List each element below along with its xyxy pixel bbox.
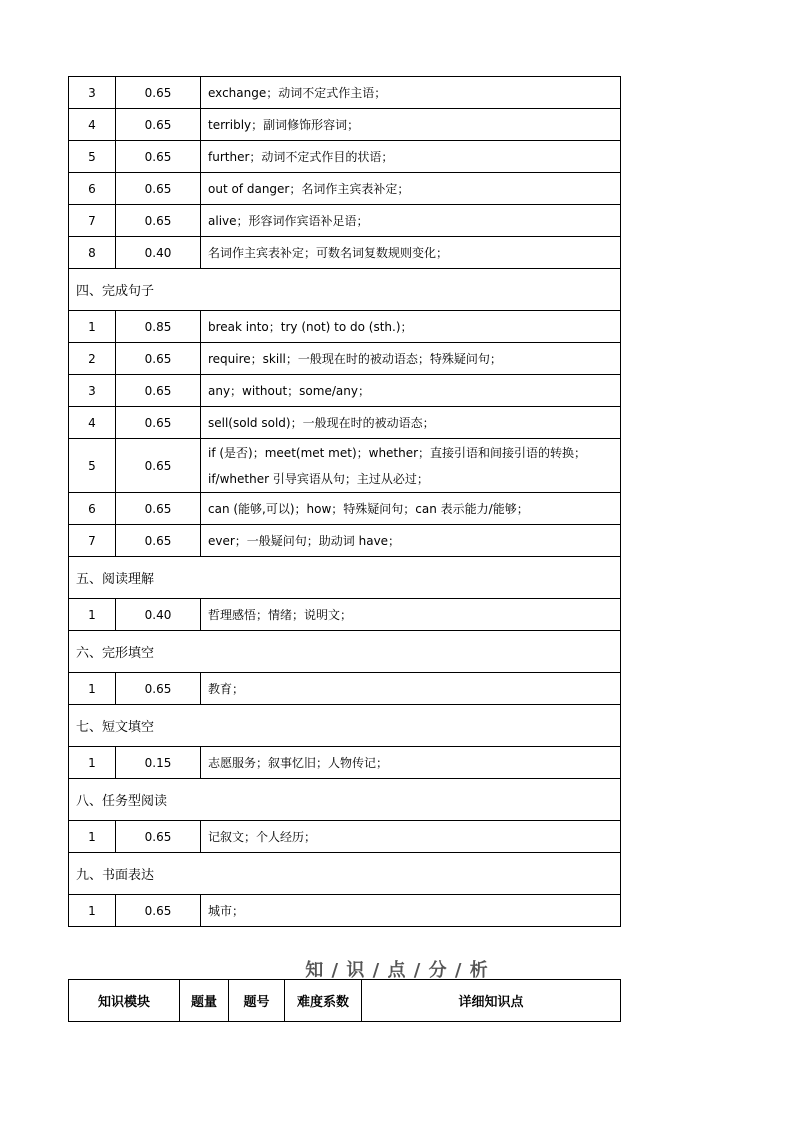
question-number: 7 [69,205,116,237]
question-number: 1 [69,747,116,779]
difficulty-coefficient: 0.65 [116,173,201,205]
question-number: 8 [69,237,116,269]
knowledge-point-line: break into；try (not) to do (sth.)； [208,319,413,334]
knowledge-point-line: further；动词不定式作目的状语； [208,149,394,164]
table-row [69,439,621,493]
knowledge-points [201,821,621,853]
table-row [69,821,621,853]
difficulty-coefficient: 0.65 [116,77,201,109]
section-title: 八、任务型阅读 [69,779,621,821]
section-title: 七、短文填空 [69,705,621,747]
question-number: 4 [69,109,116,141]
question-number: 3 [69,77,116,109]
section-header-row [69,557,621,599]
knowledge-points [201,237,621,269]
section-title: 九、书面表达 [69,853,621,895]
knowledge-point-line: out of danger；名词作主宾表补定； [208,181,410,196]
difficulty-coefficient: 0.65 [116,673,201,705]
header-count: 题量 [180,980,229,1022]
table-row [69,77,621,109]
knowledge-point-line: terribly；副词修饰形容词； [208,117,360,132]
difficulty-coefficient: 0.40 [116,237,201,269]
table-row [69,599,621,631]
difficulty-coefficient: 0.65 [116,141,201,173]
header-module: 知识模块 [69,980,180,1022]
knowledge-point-line: ever；一般疑问句；助动词 have； [208,533,401,548]
knowledge-points [201,375,621,407]
table-row [69,673,621,705]
knowledge-points [201,205,621,237]
knowledge-points [201,439,621,493]
knowledge-points [201,599,621,631]
question-number: 1 [69,311,116,343]
table-row [69,493,621,525]
knowledge-point-line: can (能够,可以)；how；特殊疑问句；can 表示能力/能够； [208,501,529,516]
difficulty-coefficient: 0.65 [116,821,201,853]
difficulty-coefficient: 0.65 [116,375,201,407]
difficulty-coefficient: 0.65 [116,493,201,525]
knowledge-point-line: any；without；some/any； [208,383,370,398]
question-number: 2 [69,343,116,375]
section-header-row [69,853,621,895]
knowledge-point-line: 教育； [208,681,245,696]
table-row [69,141,621,173]
knowledge-point-line: exchange；动词不定式作主语； [208,85,387,100]
knowledge-point-line: require；skill；一般现在时的被动语态；特殊疑问句； [208,351,502,366]
knowledge-analysis-header-row [69,980,621,1022]
knowledge-analysis-table [68,979,621,1022]
question-number: 1 [69,895,116,927]
difficulty-coefficient: 0.65 [116,439,201,493]
knowledge-point-line: 记叙文；个人经历； [208,829,317,844]
difficulty-coefficient: 0.65 [116,525,201,557]
table-row [69,109,621,141]
table-row [69,205,621,237]
header-number: 题号 [229,980,285,1022]
difficulty-coefficient: 0.65 [116,407,201,439]
question-number: 3 [69,375,116,407]
knowledge-points [201,895,621,927]
question-number: 6 [69,173,116,205]
section-header-row [69,779,621,821]
knowledge-point-line: 志愿服务；叙事忆旧；人物传记； [208,755,389,770]
section-header-row [69,269,621,311]
table-row [69,311,621,343]
section-title: 五、阅读理解 [69,557,621,599]
knowledge-point-line: 哲理感悟；情绪；说明文； [208,607,353,622]
question-number: 4 [69,407,116,439]
table-row [69,173,621,205]
section-title: 四、完成句子 [69,269,621,311]
question-number: 7 [69,525,116,557]
section-header-row [69,631,621,673]
knowledge-points [201,109,621,141]
table-row [69,407,621,439]
table-row [69,895,621,927]
difficulty-coefficient: 0.85 [116,311,201,343]
knowledge-points [201,141,621,173]
table-row [69,375,621,407]
question-analysis-table [68,76,621,927]
difficulty-coefficient: 0.40 [116,599,201,631]
knowledge-points [201,525,621,557]
difficulty-coefficient: 0.15 [116,747,201,779]
knowledge-points [201,407,621,439]
difficulty-coefficient: 0.65 [116,109,201,141]
knowledge-points [201,311,621,343]
table-row [69,525,621,557]
question-number: 1 [69,821,116,853]
difficulty-coefficient: 0.65 [116,205,201,237]
knowledge-analysis-title: 知 / 识 / 点 / 分 / 析 [305,960,489,981]
knowledge-point-line: if (是否)；meet(met met)；whether；直接引语和间接引语的转换； [208,445,587,460]
knowledge-point-line: 名词作主宾表补定；可数名词复数规则变化； [208,245,449,260]
difficulty-coefficient: 0.65 [116,895,201,927]
knowledge-points [201,173,621,205]
knowledge-point-line: 城市； [208,903,245,918]
question-number: 1 [69,599,116,631]
question-number: 1 [69,673,116,705]
knowledge-point-line: alive；形容词作宾语补足语； [208,213,369,228]
question-number: 5 [69,439,116,493]
question-number: 5 [69,141,116,173]
question-number: 6 [69,493,116,525]
knowledge-points [201,343,621,375]
header-difficulty: 难度系数 [285,980,362,1022]
knowledge-point-line: sell(sold sold)；一般现在时的被动语态； [208,415,435,430]
header-detail: 详细知识点 [362,980,621,1022]
section-header-row [69,705,621,747]
difficulty-coefficient: 0.65 [116,343,201,375]
knowledge-points [201,77,621,109]
table-row [69,747,621,779]
table-row [69,237,621,269]
knowledge-points [201,747,621,779]
knowledge-point-line: if/whether 引导宾语从句；主过从必过； [208,471,429,486]
section-title: 六、完形填空 [69,631,621,673]
table-row [69,343,621,375]
knowledge-points [201,493,621,525]
knowledge-points [201,673,621,705]
